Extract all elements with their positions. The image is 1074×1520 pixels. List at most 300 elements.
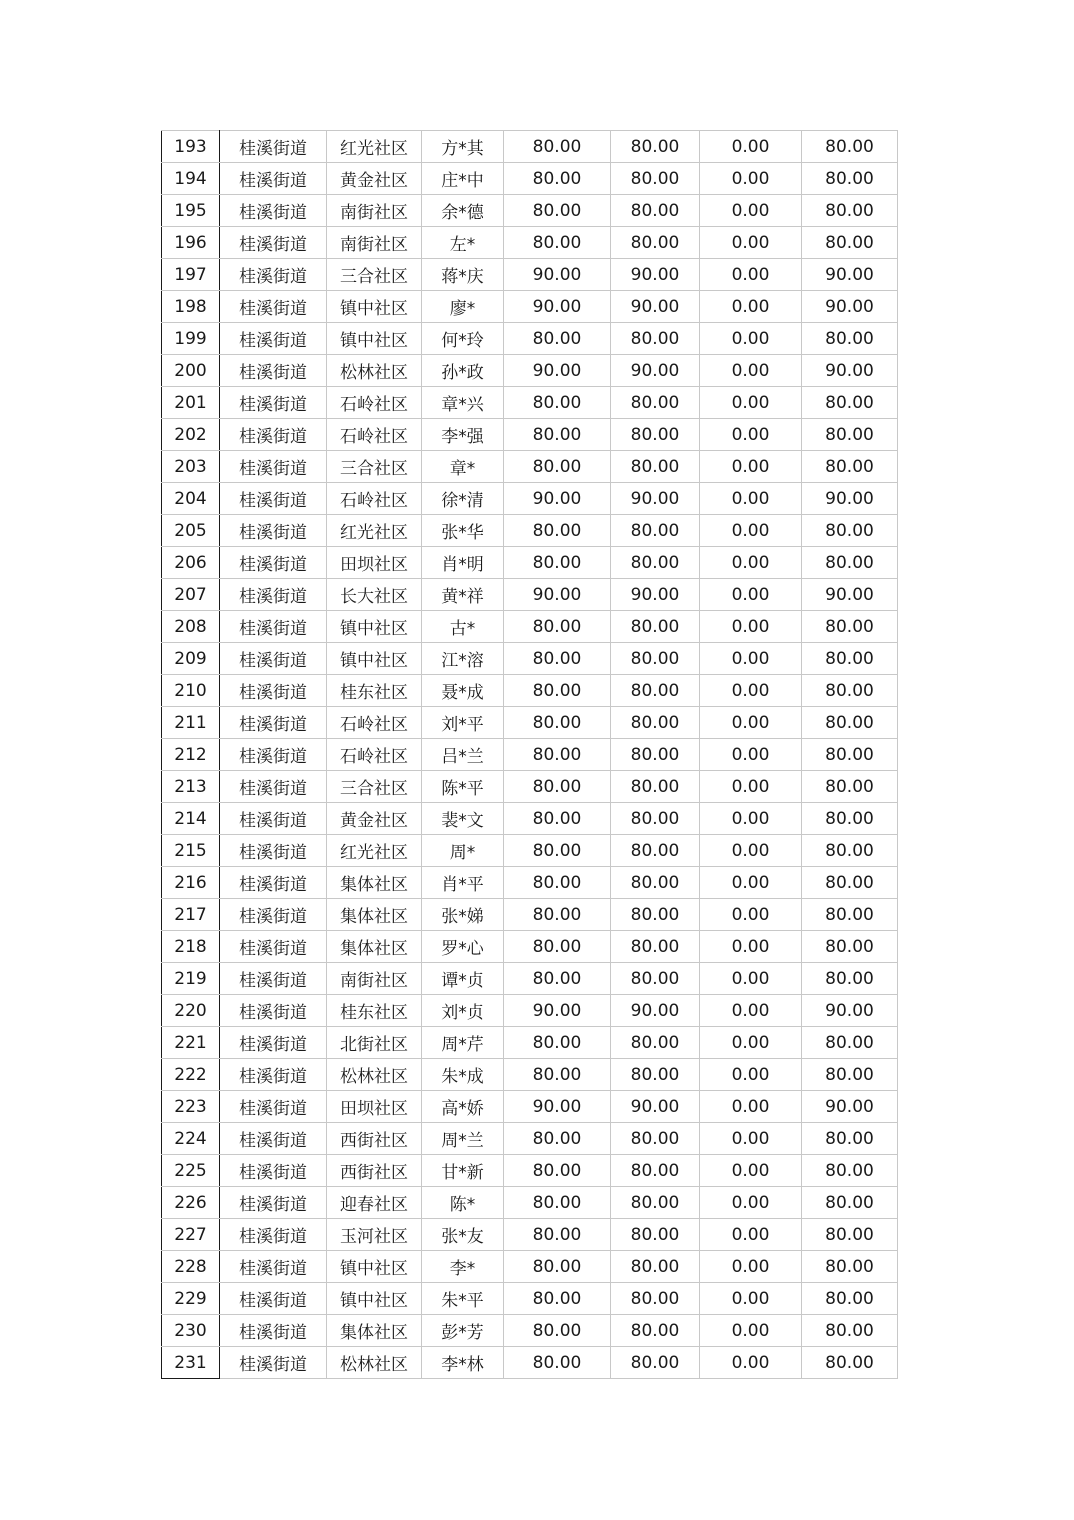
community-cell: 集体社区 (327, 931, 422, 963)
subdistrict-cell: 桂溪街道 (220, 1155, 327, 1187)
name-cell: 左* (422, 227, 504, 259)
subdistrict-cell: 桂溪街道 (220, 1091, 327, 1123)
amount-cell-3: 0.00 (700, 835, 802, 867)
amount-cell-2: 80.00 (611, 963, 700, 995)
name-cell: 高*娇 (422, 1091, 504, 1123)
amount-cell-4: 80.00 (802, 1027, 898, 1059)
amount-cell-3: 0.00 (700, 451, 802, 483)
subdistrict-cell: 桂溪街道 (220, 131, 327, 163)
subdistrict-cell: 桂溪街道 (220, 835, 327, 867)
name-cell: 周* (422, 835, 504, 867)
amount-cell-1: 80.00 (504, 803, 611, 835)
table-row (162, 1155, 898, 1187)
table-row (162, 707, 898, 739)
amount-cell-4: 90.00 (802, 259, 898, 291)
amount-cell-2: 80.00 (611, 1251, 700, 1283)
name-cell: 陈*平 (422, 771, 504, 803)
amount-cell-4: 90.00 (802, 995, 898, 1027)
row-number-cell: 226 (162, 1187, 220, 1219)
name-cell: 朱*平 (422, 1283, 504, 1315)
community-cell: 松林社区 (327, 1059, 422, 1091)
row-number-cell: 219 (162, 963, 220, 995)
amount-cell-1: 80.00 (504, 611, 611, 643)
amount-cell-1: 80.00 (504, 963, 611, 995)
row-number-cell: 207 (162, 579, 220, 611)
amount-cell-4: 80.00 (802, 451, 898, 483)
community-cell: 黄金社区 (327, 163, 422, 195)
amount-cell-2: 80.00 (611, 835, 700, 867)
subdistrict-cell: 桂溪街道 (220, 931, 327, 963)
subdistrict-cell: 桂溪街道 (220, 1315, 327, 1347)
amount-cell-1: 80.00 (504, 771, 611, 803)
amount-cell-1: 80.00 (504, 1347, 611, 1379)
name-cell: 裴*文 (422, 803, 504, 835)
amount-cell-3: 0.00 (700, 1315, 802, 1347)
amount-cell-3: 0.00 (700, 1059, 802, 1091)
name-cell: 廖* (422, 291, 504, 323)
table-row (162, 963, 898, 995)
row-number-cell: 205 (162, 515, 220, 547)
name-cell: 方*其 (422, 131, 504, 163)
table-row (162, 291, 898, 323)
community-cell: 长大社区 (327, 579, 422, 611)
row-number-cell: 224 (162, 1123, 220, 1155)
subdistrict-cell: 桂溪街道 (220, 1283, 327, 1315)
row-number-cell: 196 (162, 227, 220, 259)
row-number-cell: 227 (162, 1219, 220, 1251)
table-row (162, 195, 898, 227)
community-cell: 三合社区 (327, 451, 422, 483)
community-cell: 南街社区 (327, 963, 422, 995)
community-cell: 集体社区 (327, 1315, 422, 1347)
row-number-cell: 225 (162, 1155, 220, 1187)
community-cell: 石岭社区 (327, 483, 422, 515)
name-cell: 古* (422, 611, 504, 643)
name-cell: 吕*兰 (422, 739, 504, 771)
row-number-cell: 229 (162, 1283, 220, 1315)
subdistrict-cell: 桂溪街道 (220, 1347, 327, 1379)
amount-cell-3: 0.00 (700, 291, 802, 323)
community-cell: 南街社区 (327, 227, 422, 259)
amount-cell-3: 0.00 (700, 1187, 802, 1219)
subdistrict-cell: 桂溪街道 (220, 323, 327, 355)
community-cell: 镇中社区 (327, 291, 422, 323)
table-row (162, 1027, 898, 1059)
community-cell: 石岭社区 (327, 707, 422, 739)
amount-cell-4: 80.00 (802, 739, 898, 771)
amount-cell-3: 0.00 (700, 387, 802, 419)
amount-cell-1: 90.00 (504, 259, 611, 291)
amount-cell-1: 90.00 (504, 995, 611, 1027)
community-cell: 镇中社区 (327, 1251, 422, 1283)
amount-cell-2: 90.00 (611, 259, 700, 291)
subdistrict-cell: 桂溪街道 (220, 355, 327, 387)
community-cell: 南街社区 (327, 195, 422, 227)
table-row (162, 483, 898, 515)
row-number-cell: 223 (162, 1091, 220, 1123)
subdistrict-cell: 桂溪街道 (220, 1251, 327, 1283)
amount-cell-2: 80.00 (611, 163, 700, 195)
amount-cell-3: 0.00 (700, 899, 802, 931)
community-cell: 三合社区 (327, 771, 422, 803)
name-cell: 张*娣 (422, 899, 504, 931)
table-row (162, 899, 898, 931)
subdistrict-cell: 桂溪街道 (220, 579, 327, 611)
community-cell: 黄金社区 (327, 803, 422, 835)
row-number-cell: 211 (162, 707, 220, 739)
amount-cell-2: 80.00 (611, 515, 700, 547)
subdistrict-cell: 桂溪街道 (220, 291, 327, 323)
row-number-cell: 208 (162, 611, 220, 643)
amount-cell-2: 80.00 (611, 1283, 700, 1315)
amount-cell-2: 90.00 (611, 579, 700, 611)
subdistrict-cell: 桂溪街道 (220, 451, 327, 483)
amount-cell-3: 0.00 (700, 1283, 802, 1315)
name-cell: 罗*心 (422, 931, 504, 963)
amount-cell-3: 0.00 (700, 771, 802, 803)
community-cell: 集体社区 (327, 867, 422, 899)
name-cell: 肖*平 (422, 867, 504, 899)
amount-cell-4: 80.00 (802, 195, 898, 227)
amount-cell-1: 80.00 (504, 387, 611, 419)
amount-cell-2: 80.00 (611, 547, 700, 579)
subdistrict-cell: 桂溪街道 (220, 995, 327, 1027)
name-cell: 黄*祥 (422, 579, 504, 611)
amount-cell-4: 80.00 (802, 1059, 898, 1091)
amount-cell-4: 80.00 (802, 643, 898, 675)
amount-cell-1: 80.00 (504, 323, 611, 355)
amount-cell-4: 80.00 (802, 1251, 898, 1283)
row-number-cell: 201 (162, 387, 220, 419)
row-number-cell: 204 (162, 483, 220, 515)
amount-cell-3: 0.00 (700, 195, 802, 227)
row-number-cell: 228 (162, 1251, 220, 1283)
subdistrict-cell: 桂溪街道 (220, 899, 327, 931)
amount-cell-1: 80.00 (504, 1123, 611, 1155)
subdistrict-cell: 桂溪街道 (220, 739, 327, 771)
amount-cell-3: 0.00 (700, 131, 802, 163)
amount-cell-4: 80.00 (802, 323, 898, 355)
amount-cell-2: 80.00 (611, 1315, 700, 1347)
amount-cell-3: 0.00 (700, 259, 802, 291)
row-number-cell: 215 (162, 835, 220, 867)
community-cell: 田坝社区 (327, 1091, 422, 1123)
row-number-cell: 222 (162, 1059, 220, 1091)
amount-cell-2: 80.00 (611, 1187, 700, 1219)
community-cell: 集体社区 (327, 899, 422, 931)
row-number-cell: 199 (162, 323, 220, 355)
table-row (162, 803, 898, 835)
table-row (162, 611, 898, 643)
table-row (162, 227, 898, 259)
table-row (162, 1123, 898, 1155)
amount-cell-3: 0.00 (700, 579, 802, 611)
amount-cell-2: 80.00 (611, 451, 700, 483)
community-cell: 田坝社区 (327, 547, 422, 579)
amount-cell-1: 80.00 (504, 867, 611, 899)
row-number-cell: 203 (162, 451, 220, 483)
row-number-cell: 198 (162, 291, 220, 323)
amount-cell-1: 80.00 (504, 419, 611, 451)
name-cell: 周*芹 (422, 1027, 504, 1059)
table-row (162, 419, 898, 451)
amount-cell-1: 80.00 (504, 1155, 611, 1187)
amount-cell-1: 90.00 (504, 483, 611, 515)
row-number-cell: 221 (162, 1027, 220, 1059)
name-cell: 朱*成 (422, 1059, 504, 1091)
amount-cell-4: 80.00 (802, 387, 898, 419)
table-row (162, 931, 898, 963)
amount-cell-2: 90.00 (611, 483, 700, 515)
amount-cell-3: 0.00 (700, 515, 802, 547)
subdistrict-cell: 桂溪街道 (220, 419, 327, 451)
amount-cell-3: 0.00 (700, 931, 802, 963)
amount-cell-1: 80.00 (504, 1283, 611, 1315)
table-row (162, 579, 898, 611)
table-row (162, 1315, 898, 1347)
name-cell: 江*溶 (422, 643, 504, 675)
name-cell: 何*玲 (422, 323, 504, 355)
subdistrict-cell: 桂溪街道 (220, 1219, 327, 1251)
amount-cell-3: 0.00 (700, 963, 802, 995)
amount-cell-2: 80.00 (611, 131, 700, 163)
subdistrict-cell: 桂溪街道 (220, 227, 327, 259)
row-number-cell: 200 (162, 355, 220, 387)
amount-cell-2: 80.00 (611, 771, 700, 803)
table-row (162, 1059, 898, 1091)
table-row (162, 387, 898, 419)
amount-cell-4: 80.00 (802, 707, 898, 739)
row-number-cell: 230 (162, 1315, 220, 1347)
table-row (162, 547, 898, 579)
community-cell: 镇中社区 (327, 643, 422, 675)
subdistrict-cell: 桂溪街道 (220, 675, 327, 707)
row-number-cell: 218 (162, 931, 220, 963)
amount-cell-1: 80.00 (504, 1187, 611, 1219)
amount-cell-3: 0.00 (700, 1219, 802, 1251)
community-cell: 红光社区 (327, 131, 422, 163)
subdistrict-cell: 桂溪街道 (220, 163, 327, 195)
amount-cell-1: 80.00 (504, 1027, 611, 1059)
amount-cell-2: 80.00 (611, 1155, 700, 1187)
table-row (162, 1251, 898, 1283)
amount-cell-1: 80.00 (504, 1315, 611, 1347)
amount-cell-2: 80.00 (611, 419, 700, 451)
amount-cell-2: 80.00 (611, 867, 700, 899)
amount-cell-4: 80.00 (802, 899, 898, 931)
amount-cell-1: 80.00 (504, 739, 611, 771)
amount-cell-1: 80.00 (504, 1219, 611, 1251)
table-row (162, 739, 898, 771)
name-cell: 张*华 (422, 515, 504, 547)
table-row (162, 867, 898, 899)
amount-cell-2: 80.00 (611, 739, 700, 771)
name-cell: 谭*贞 (422, 963, 504, 995)
amount-cell-2: 80.00 (611, 611, 700, 643)
row-number-cell: 214 (162, 803, 220, 835)
subdistrict-cell: 桂溪街道 (220, 611, 327, 643)
amount-cell-3: 0.00 (700, 1251, 802, 1283)
name-cell: 章*兴 (422, 387, 504, 419)
amount-cell-4: 80.00 (802, 1187, 898, 1219)
amount-cell-4: 80.00 (802, 867, 898, 899)
amount-cell-4: 90.00 (802, 1091, 898, 1123)
amount-cell-3: 0.00 (700, 355, 802, 387)
amount-cell-3: 0.00 (700, 739, 802, 771)
name-cell: 徐*清 (422, 483, 504, 515)
amount-cell-1: 80.00 (504, 899, 611, 931)
community-cell: 西街社区 (327, 1123, 422, 1155)
community-cell: 红光社区 (327, 515, 422, 547)
amount-cell-2: 80.00 (611, 803, 700, 835)
community-cell: 桂东社区 (327, 995, 422, 1027)
name-cell: 甘*新 (422, 1155, 504, 1187)
amount-cell-1: 80.00 (504, 1251, 611, 1283)
amount-cell-3: 0.00 (700, 867, 802, 899)
subdistrict-cell: 桂溪街道 (220, 387, 327, 419)
amount-cell-4: 90.00 (802, 579, 898, 611)
amount-cell-4: 80.00 (802, 131, 898, 163)
table-row (162, 995, 898, 1027)
table-row (162, 131, 898, 163)
community-cell: 红光社区 (327, 835, 422, 867)
name-cell: 余*德 (422, 195, 504, 227)
community-cell: 镇中社区 (327, 611, 422, 643)
amount-cell-4: 80.00 (802, 963, 898, 995)
amount-cell-4: 80.00 (802, 931, 898, 963)
amount-cell-4: 80.00 (802, 419, 898, 451)
amount-cell-2: 80.00 (611, 387, 700, 419)
subdistrict-cell: 桂溪街道 (220, 771, 327, 803)
row-number-cell: 212 (162, 739, 220, 771)
row-number-cell: 217 (162, 899, 220, 931)
amount-cell-2: 80.00 (611, 707, 700, 739)
table-row (162, 259, 898, 291)
amount-cell-4: 80.00 (802, 1283, 898, 1315)
name-cell: 李*强 (422, 419, 504, 451)
name-cell: 刘*贞 (422, 995, 504, 1027)
amount-cell-4: 80.00 (802, 547, 898, 579)
row-number-cell: 209 (162, 643, 220, 675)
amount-cell-4: 80.00 (802, 771, 898, 803)
table-row (162, 675, 898, 707)
community-cell: 石岭社区 (327, 739, 422, 771)
amount-cell-2: 80.00 (611, 227, 700, 259)
name-cell: 周*兰 (422, 1123, 504, 1155)
amount-cell-1: 90.00 (504, 579, 611, 611)
amount-cell-4: 80.00 (802, 515, 898, 547)
amount-cell-2: 80.00 (611, 1347, 700, 1379)
amount-cell-1: 80.00 (504, 1059, 611, 1091)
row-number-cell: 206 (162, 547, 220, 579)
community-cell: 西街社区 (327, 1155, 422, 1187)
row-number-cell: 213 (162, 771, 220, 803)
amount-cell-2: 80.00 (611, 1219, 700, 1251)
community-cell: 北街社区 (327, 1027, 422, 1059)
subdistrict-cell: 桂溪街道 (220, 547, 327, 579)
amount-cell-1: 80.00 (504, 547, 611, 579)
row-number-cell: 194 (162, 163, 220, 195)
community-cell: 桂东社区 (327, 675, 422, 707)
row-number-cell: 210 (162, 675, 220, 707)
amount-cell-1: 90.00 (504, 355, 611, 387)
subdistrict-cell: 桂溪街道 (220, 1059, 327, 1091)
table-row (162, 1187, 898, 1219)
amount-cell-4: 80.00 (802, 1315, 898, 1347)
amount-cell-2: 80.00 (611, 1059, 700, 1091)
subdistrict-cell: 桂溪街道 (220, 643, 327, 675)
subdistrict-cell: 桂溪街道 (220, 515, 327, 547)
amount-cell-2: 90.00 (611, 355, 700, 387)
amount-cell-4: 80.00 (802, 1219, 898, 1251)
community-cell: 松林社区 (327, 355, 422, 387)
name-cell: 张*友 (422, 1219, 504, 1251)
amount-cell-2: 90.00 (611, 291, 700, 323)
subdistrict-cell: 桂溪街道 (220, 1187, 327, 1219)
amount-cell-1: 80.00 (504, 707, 611, 739)
row-number-cell: 193 (162, 131, 220, 163)
amount-cell-2: 80.00 (611, 899, 700, 931)
community-cell: 石岭社区 (327, 419, 422, 451)
table-row (162, 355, 898, 387)
community-cell: 松林社区 (327, 1347, 422, 1379)
amount-cell-3: 0.00 (700, 1347, 802, 1379)
amount-cell-4: 90.00 (802, 355, 898, 387)
row-number-cell: 220 (162, 995, 220, 1027)
name-cell: 李*林 (422, 1347, 504, 1379)
table-row (162, 163, 898, 195)
subdistrict-cell: 桂溪街道 (220, 259, 327, 291)
amount-cell-2: 80.00 (611, 675, 700, 707)
amount-cell-1: 80.00 (504, 131, 611, 163)
amount-cell-4: 80.00 (802, 611, 898, 643)
amount-cell-3: 0.00 (700, 163, 802, 195)
amount-cell-2: 80.00 (611, 1123, 700, 1155)
subdistrict-cell: 桂溪街道 (220, 867, 327, 899)
name-cell: 彭*芳 (422, 1315, 504, 1347)
amount-cell-3: 0.00 (700, 1123, 802, 1155)
amount-cell-2: 80.00 (611, 195, 700, 227)
subdistrict-cell: 桂溪街道 (220, 707, 327, 739)
row-number-cell: 231 (162, 1347, 220, 1379)
amount-cell-3: 0.00 (700, 803, 802, 835)
community-cell: 玉河社区 (327, 1219, 422, 1251)
name-cell: 孙*政 (422, 355, 504, 387)
row-number-cell: 195 (162, 195, 220, 227)
community-cell: 石岭社区 (327, 387, 422, 419)
community-cell: 迎春社区 (327, 1187, 422, 1219)
amount-cell-4: 90.00 (802, 291, 898, 323)
name-cell: 聂*成 (422, 675, 504, 707)
subdistrict-cell: 桂溪街道 (220, 963, 327, 995)
name-cell: 李* (422, 1251, 504, 1283)
name-cell: 刘*平 (422, 707, 504, 739)
table-row (162, 1283, 898, 1315)
amount-cell-2: 90.00 (611, 1091, 700, 1123)
amount-cell-3: 0.00 (700, 611, 802, 643)
amount-cell-1: 80.00 (504, 163, 611, 195)
row-number-cell: 216 (162, 867, 220, 899)
data-table (161, 130, 898, 1379)
name-cell: 章* (422, 451, 504, 483)
row-number-cell: 202 (162, 419, 220, 451)
table-row (162, 771, 898, 803)
amount-cell-1: 90.00 (504, 1091, 611, 1123)
amount-cell-1: 80.00 (504, 451, 611, 483)
amount-cell-4: 80.00 (802, 1123, 898, 1155)
amount-cell-1: 80.00 (504, 675, 611, 707)
table-row (162, 1347, 898, 1379)
